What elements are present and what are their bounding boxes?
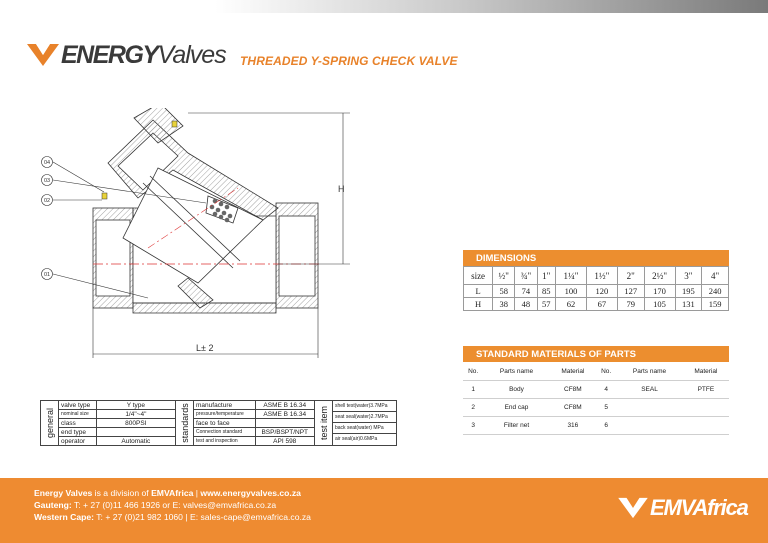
dim-cell: 48 — [515, 298, 537, 311]
spec-key: class — [59, 419, 97, 427]
material-cell: 3 — [463, 416, 483, 434]
spec-value: API 598 — [273, 438, 297, 445]
dimensions-panel — [463, 250, 729, 311]
size-cell: ¾" — [515, 267, 537, 285]
general-section-label — [41, 401, 59, 445]
material-cell: 316 — [550, 416, 596, 434]
logo-text — [61, 41, 226, 70]
dim-cell: 67 — [586, 298, 617, 311]
spec-value: Automatic — [121, 438, 151, 445]
material-cell: End cap — [483, 398, 550, 416]
material-cell: 6 — [596, 416, 616, 434]
top-gradient-bar — [0, 0, 768, 13]
spec-key: face to face — [194, 419, 256, 427]
dim-cell: 131 — [675, 298, 702, 311]
dim-cell: 62 — [555, 298, 586, 311]
material-cell: CF8M — [550, 398, 596, 416]
spec-value — [256, 419, 315, 427]
table-row — [333, 401, 396, 412]
specification-table — [40, 400, 397, 446]
spec-key: valve type — [59, 401, 97, 409]
dim-cell: 105 — [644, 298, 675, 311]
western-cape-contact[interactable]: T: + 27 (0)21 982 1060 | E: sales-cape@emvafrica.co.za — [94, 512, 311, 523]
spec-value: ASME B 16.34 — [263, 411, 307, 418]
separator: | — [193, 488, 201, 498]
table-row — [194, 401, 314, 410]
row-label: H — [464, 298, 493, 311]
spec-key: pressure/temperature — [194, 410, 256, 418]
size-cell: 2" — [617, 267, 644, 285]
table-row — [333, 434, 396, 445]
material-cell: 1 — [463, 380, 483, 398]
footer-line-3 — [34, 511, 311, 523]
column-header: Parts name — [483, 364, 550, 380]
size-cell: ½" — [493, 267, 515, 285]
row-label: L — [464, 285, 493, 298]
standards-grid — [194, 401, 315, 445]
test-grid — [333, 401, 396, 445]
gauteng-contact[interactable]: T: + 27 (0)11 466 1926 or E: valves@emvafrica.co.za — [71, 500, 277, 511]
dimensions-heading: DIMENSIONS — [463, 250, 729, 266]
dim-cell: 79 — [617, 298, 644, 311]
materials-panel — [463, 346, 729, 435]
height-dimension-label: H — [338, 184, 345, 194]
logo-text-light: Valves — [157, 40, 226, 69]
table-row — [464, 298, 729, 311]
general-label-text: general — [44, 407, 55, 439]
test-label-text: test item — [318, 405, 329, 441]
size-cell: 1½" — [586, 267, 617, 285]
test-item: back seat(water) MPa — [335, 425, 384, 431]
footer-logo-text: EMVAfrica — [650, 495, 748, 520]
table-row — [59, 428, 175, 437]
spec-value — [97, 428, 175, 436]
table-row — [194, 437, 314, 446]
standards-section-label — [176, 401, 194, 445]
footer-line-2 — [34, 499, 311, 511]
material-cell: Body — [483, 380, 550, 398]
dim-cell: 120 — [586, 285, 617, 298]
page-title: THREADED Y-SPRING CHECK VALVE — [240, 54, 458, 68]
dimensions-table — [463, 266, 729, 311]
table-row — [333, 412, 396, 423]
dim-cell: 57 — [537, 298, 555, 311]
material-cell — [616, 398, 683, 416]
material-cell: 4 — [596, 380, 616, 398]
table-row — [59, 401, 175, 410]
spec-key: manufacture — [194, 401, 256, 409]
valve-chevron-icon — [618, 496, 648, 520]
parent-name: EMVAfrica — [151, 488, 194, 498]
callout-01: 01 — [43, 272, 51, 278]
standards-label-text: standards — [179, 403, 190, 443]
spec-value: 1/4"~4" — [125, 411, 147, 418]
test-section-label — [315, 401, 333, 445]
spec-key: end type — [59, 428, 97, 436]
dim-cell: 127 — [617, 285, 644, 298]
table-row — [59, 410, 175, 419]
material-cell: CF8M — [550, 380, 596, 398]
footer — [0, 478, 768, 543]
table-row — [59, 437, 175, 446]
energy-valves-logo — [27, 38, 227, 72]
website-link[interactable]: www.energyvalves.co.za — [200, 488, 301, 498]
spec-key: Connection standard — [194, 428, 256, 436]
spec-value: 800PSI — [125, 420, 147, 427]
emvafrica-logo — [618, 495, 748, 521]
table-row — [464, 285, 729, 298]
spec-key: test and inspection — [194, 437, 256, 446]
test-item: air seal(air)0.6MPa — [335, 436, 378, 442]
column-header: Material — [550, 364, 596, 380]
material-cell: SEAL — [616, 380, 683, 398]
dim-cell: 85 — [537, 285, 555, 298]
dim-cell: 38 — [493, 298, 515, 311]
dim-cell: 58 — [493, 285, 515, 298]
gauteng-label: Gauteng: — [34, 500, 72, 511]
spec-value: ASME B 16.34 — [263, 402, 307, 409]
size-label: size — [464, 267, 493, 285]
callout-04: 04 — [43, 160, 51, 166]
material-cell — [683, 398, 729, 416]
column-header: No. — [596, 364, 616, 380]
length-dimension-label: L± 2 — [196, 343, 214, 353]
callout-03: 03 — [43, 178, 51, 184]
material-cell: 5 — [596, 398, 616, 416]
general-grid — [59, 401, 176, 445]
dim-cell: 74 — [515, 285, 537, 298]
table-row — [59, 419, 175, 428]
column-header: Parts name — [616, 364, 683, 380]
logo-text-bold: ENERGY — [61, 40, 158, 69]
dim-cell: 159 — [702, 298, 729, 311]
material-cell: 2 — [463, 398, 483, 416]
contact-lines — [34, 487, 311, 524]
material-cell: PTFE — [683, 380, 729, 398]
table-row — [464, 267, 729, 285]
division-text: is a division of — [92, 488, 152, 498]
dim-cell: 100 — [555, 285, 586, 298]
western-cape-label: Western Cape: — [34, 512, 95, 523]
material-cell: Filter net — [483, 416, 550, 434]
table-row — [194, 410, 314, 419]
size-cell: 2½" — [644, 267, 675, 285]
table-row — [194, 428, 314, 437]
column-header: No. — [463, 364, 483, 380]
dim-cell: 240 — [702, 285, 729, 298]
dim-cell: 170 — [644, 285, 675, 298]
callout-02: 02 — [43, 198, 51, 204]
material-cell — [683, 416, 729, 434]
brand-name: Energy Valves — [34, 488, 93, 498]
size-cell: 4" — [702, 267, 729, 285]
footer-line-1 — [34, 487, 311, 499]
test-item: seat seal(water)2.7MPa — [335, 414, 388, 420]
dim-cell: 195 — [675, 285, 702, 298]
material-cell — [616, 416, 683, 434]
table-row — [463, 416, 729, 434]
size-cell: 1" — [537, 267, 555, 285]
spec-value: BSP/BSPT/NPT — [261, 429, 309, 436]
table-row — [194, 419, 314, 428]
test-item: shell test(water)3.7MPa — [335, 403, 388, 409]
spec-key: nominal size — [59, 410, 97, 418]
spec-key: operator — [59, 437, 97, 446]
table-row — [463, 398, 729, 416]
valve-cross-section-drawing — [38, 108, 368, 366]
size-cell: 3" — [675, 267, 702, 285]
table-row — [333, 423, 396, 434]
materials-table — [463, 364, 729, 435]
size-cell: 1¼" — [555, 267, 586, 285]
column-header: Material — [683, 364, 729, 380]
table-header-row — [463, 364, 729, 380]
spec-value: Y type — [126, 402, 145, 409]
valve-chevron-icon — [27, 42, 59, 68]
materials-heading: STANDARD MATERIALS OF PARTS — [463, 346, 729, 362]
table-row — [463, 380, 729, 398]
